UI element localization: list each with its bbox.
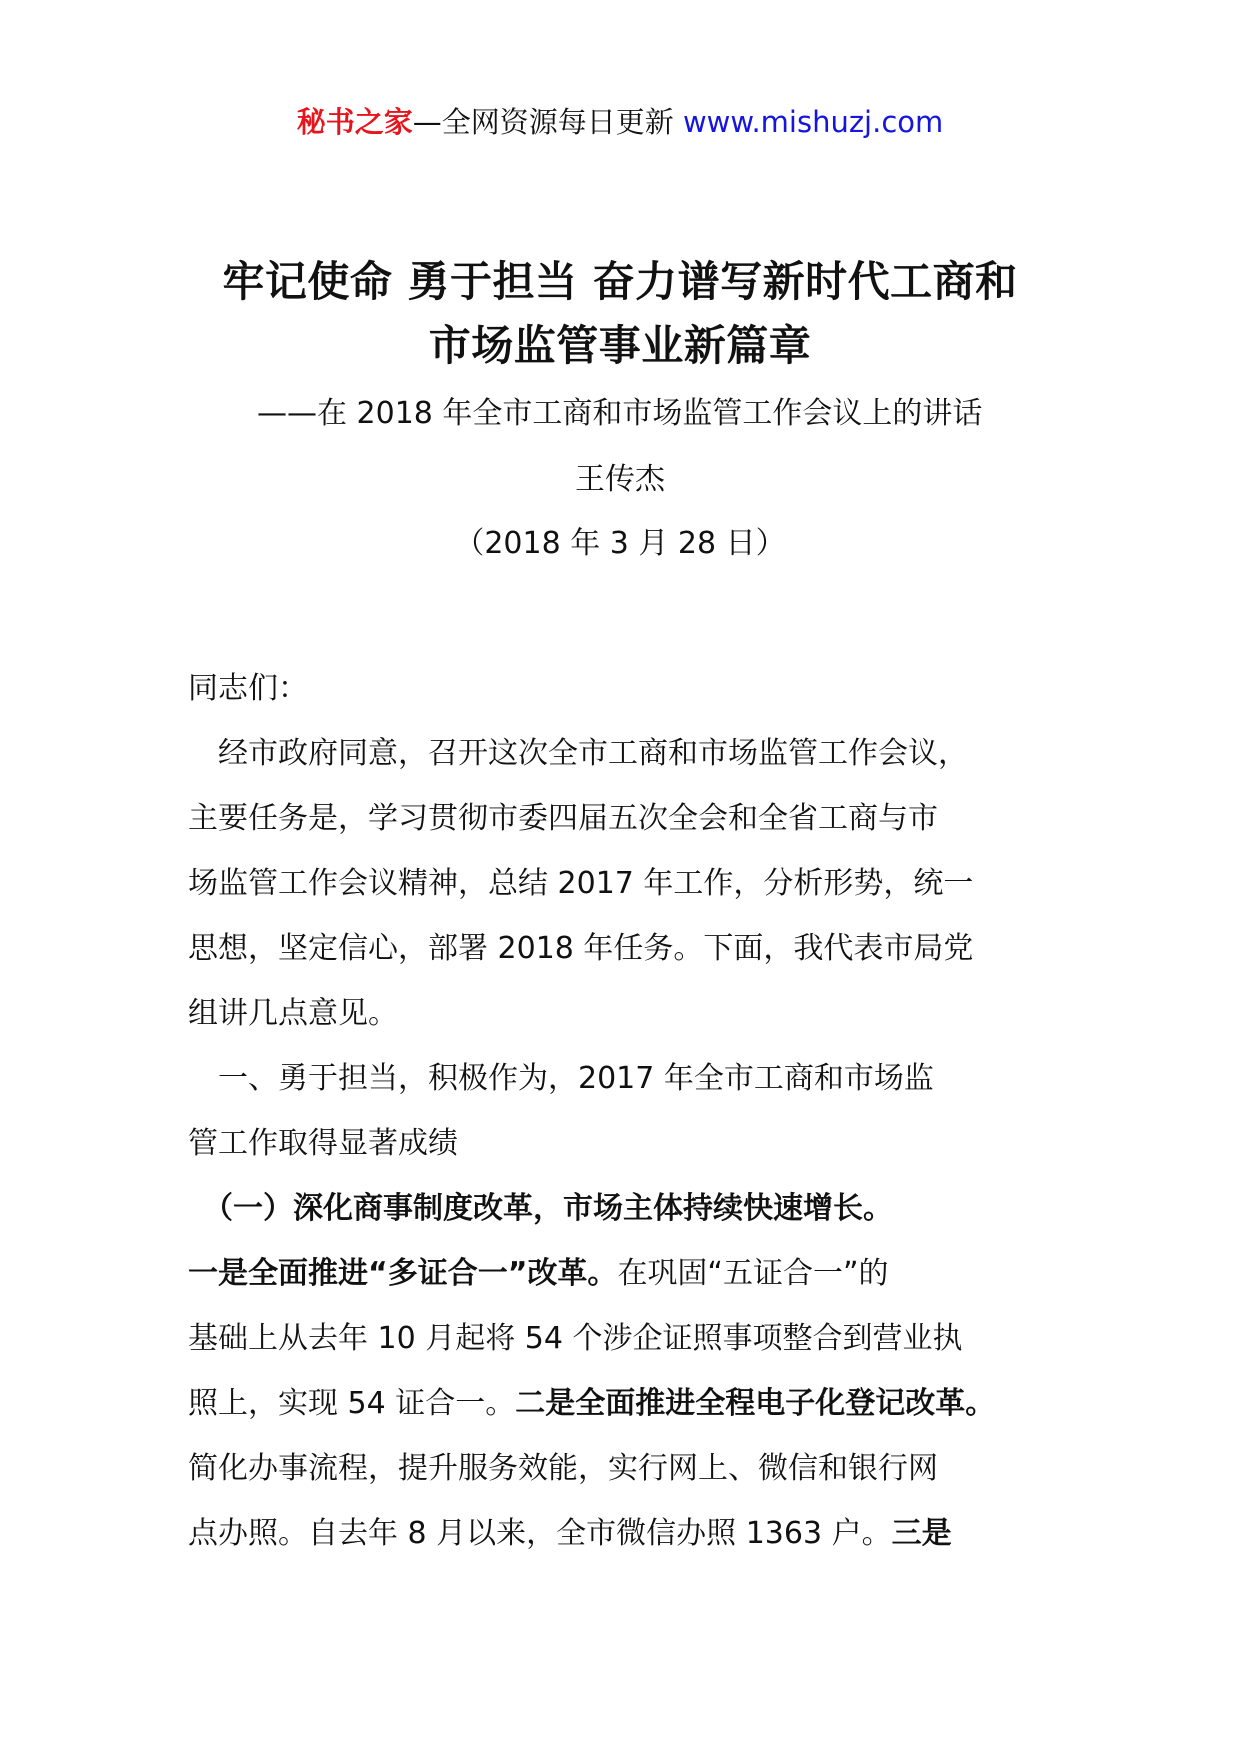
point-text: 照上，实现 54 证合一。 [188, 1386, 516, 1421]
point-heading: 三是 [891, 1516, 952, 1551]
paragraph-line: 经市政府同意，召开这次全市工商和市场监管工作会议， [188, 736, 968, 771]
title-line-1: 牢记使命 勇于担当 奋力谱写新时代工商和 [222, 257, 1018, 306]
point-heading: 二是全面推进全程电子化登记改革。 [515, 1386, 996, 1421]
speech-date: （2018 年 3 月 28 日） [454, 526, 786, 561]
point-text: 在巩固“五证合一”的 [617, 1256, 889, 1291]
document-body [188, 656, 1088, 1566]
point-heading: 一是全面推进“多证合一”改革。 [188, 1256, 618, 1291]
document-subtitle: ——在 2018 年全市工商和市场监管工作会议上的讲话 [257, 396, 983, 431]
section-heading-line: 一、勇于担当，积极作为，2017 年全市工商和市场监 [188, 1061, 934, 1096]
paragraph-line [188, 1501, 1088, 1566]
paragraph-line: 基础上从去年 10 月起将 54 个涉企证照事项整合到营业执 [188, 1321, 963, 1356]
title-line-2: 市场监管事业新篇章 [428, 321, 812, 370]
paragraph-line [188, 1371, 1088, 1436]
paragraph-line: 简化办事流程，提升服务效能，实行网上、微信和银行网 [188, 1451, 938, 1486]
paragraph-line: 场监管工作会议精神，总结 2017 年工作，分析形势，统一 [188, 866, 974, 901]
section-heading-line: 管工作取得显著成绩 [188, 1126, 458, 1161]
brand-name: 秘书之家 [296, 105, 413, 139]
paragraph-line: 思想，坚定信心，部署 2018 年任务。下面，我代表市局党 [188, 931, 974, 966]
site-url-link[interactable]: www.mishuzj.com [682, 105, 944, 139]
paragraph-line: 主要任务是，学习贯彻市委四届五次全会和全省工商与市 [188, 801, 938, 836]
paragraph-line: 组讲几点意见。 [188, 996, 398, 1031]
subsection-heading: （一）深化商事制度改革，市场主体持续快速增长。 [188, 1191, 893, 1226]
author-name: 王传杰 [575, 462, 665, 497]
paragraph-line [188, 1241, 1088, 1306]
site-header [0, 102, 1240, 142]
header-tagline: —全网资源每日更新 [412, 105, 683, 139]
salutation: 同志们： [188, 671, 308, 706]
document-title [0, 250, 1240, 378]
point-text: 点办照。自去年 8 月以来，全市微信办照 1363 户。 [188, 1516, 892, 1551]
